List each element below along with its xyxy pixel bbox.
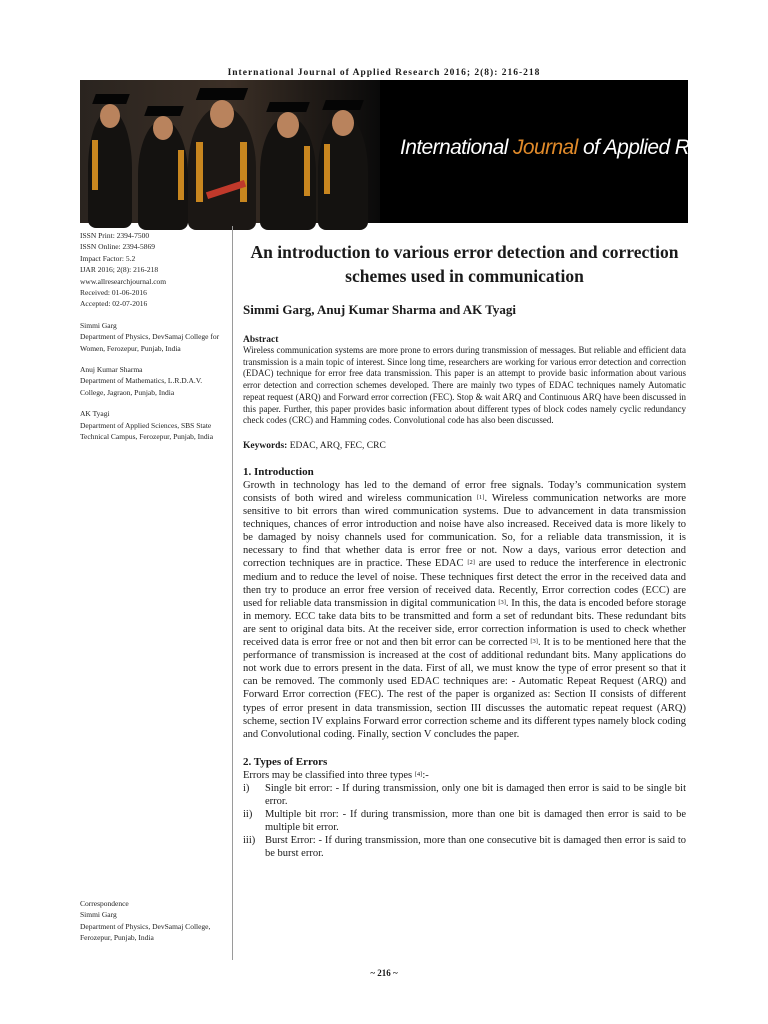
page-number: ~ 216 ~: [370, 968, 398, 978]
error-types-list: [243, 782, 686, 861]
journal-url[interactable]: www.allresearchjournal.com: [80, 276, 167, 286]
author-affiliation: Department of Applied Sciences, SBS State Technical Campus, Ferozepur, Punjab, India: [80, 420, 214, 442]
author-name: Simmi Garg: [80, 320, 117, 330]
types-lead: Errors may be classified into three types [4]:-: [243, 769, 429, 781]
author-name: AK Tyagi: [80, 409, 110, 419]
citation-ref[interactable]: [1]: [476, 494, 485, 502]
citation: IJAR 2016; 2(8): 216-218: [80, 265, 159, 275]
issn-online: ISSN Online: 2394-5869: [80, 242, 155, 252]
banner-title: International Journal of Applied Research: [400, 136, 760, 159]
journal-banner: [80, 80, 760, 223]
section-heading-introduction: 1. Introduction: [243, 465, 314, 478]
author-affiliation: Department of Mathematics, L.R.D.A.V. College, Jagraon, Punjab, India: [80, 376, 203, 397]
author-affiliation: Department of Physics, DevSamaj College for Women, Ferozepur, Punjab, India: [80, 332, 220, 353]
introduction-text: Growth in technology has led to the demand of error free signals. Today’s communication system consists of both wired and wireless communication [1]. Wireless communication networks are more sensitive to bit errors than wired communication systems. Due to advancement in data transmission techniques, chances of error introduction and noise have also increased. Received data is more likely to be damaged by noisy channels used for communication. So, for a reliable data transmission, it is necessary to find that whether data is error free or not. Now a days, various error detection and correction techniques are in practice. These EDAC [2] are used to reduce the interference in electronic medium and to reduce the level of noise. These techniques first detect the error in the received data and then try to produce an error free version of received data. Recently, Error correction codes (ECC) are used for reliable data transmission in digital communication [3]. In this, the data is encoded before storage in memory. ECC take data bits to be transmitted and form a set of redundant bits. These redundant bits are sent to original data bits. At the receiver side, error correction information is used to check whether received data is error free or not and then bit error can be corrected [3]. It is to be mentioned here that the performance of transmission is increased at the cost of additional redundant bits. Many applications do not work due to errors present in the data. First of all, we must know the type of error present so that it can be removed. The commonly used EDAC techniques are: - Automatic Repeat Request (ARQ) and Forward Error correction (FEC). The rest of the paper is organized as: Section II consists of different types of error present in data transmission, section III discusses the automatic repeat request (ARQ) scheme, section IV explains Forward error correction scheme and its different types namely block coding and Convolutional coding. Finally, section V concludes the paper.: [243, 479, 686, 740]
sidebar: [80, 230, 226, 443]
article-authors: Simmi Garg, Anuj Kumar Sharma and AK Tyagi: [243, 302, 517, 317]
citation-ref[interactable]: [4]: [414, 770, 423, 778]
column-divider: [232, 226, 233, 960]
banner-title-accent: Journal: [513, 136, 578, 159]
citation-ref[interactable]: [3]: [498, 598, 506, 606]
impact-factor: Impact Factor: 5.2: [80, 253, 136, 263]
list-item: i) Single bit error: - If during transmission, only one bit is damaged then error is said to be single bit error.: [243, 782, 686, 807]
graduates-photo: [80, 80, 380, 223]
correspondence-name: Simmi Garg: [80, 910, 117, 920]
citation-ref[interactable]: [2]: [467, 559, 475, 567]
list-item: ii) Multiple bit rror: - If during transmission, more than one bit is damaged then error is said to be multiple bit error.: [243, 808, 686, 834]
correspondence: [80, 898, 226, 944]
keywords: Keywords: EDAC, ARQ, FEC, CRC: [243, 440, 386, 451]
author-name: Anuj Kumar Sharma: [80, 365, 143, 375]
accepted-date: Accepted: 02-07-2016: [80, 299, 148, 309]
section-heading-types-of-errors: 2. Types of Errors: [243, 755, 328, 768]
article: [243, 240, 686, 860]
article-title: An introduction to various error detection and correction schemes used in communication: [250, 242, 679, 286]
received-date: Received: 01-06-2016: [80, 288, 147, 298]
citation-ref[interactable]: [3]: [530, 638, 538, 646]
abstract-heading: Abstract: [243, 335, 279, 345]
abstract-text: Wireless communication systems are more prone to errors during transmission of messages. But reliable and efficient data transmission is a main topic of interest. Since long time, researchers are working for various error detection and correction (EDAC) technique for error free data transmission. This paper is an attempt to provide basic information about various error detection and correction schemes developed. There are mainly two types of EDAC techniques namely Automatic repeat request (ARQ) and Forward error correction (FEC). Stop & wait ARQ and Continuous ARQ have been discussed in this paper. Further, this paper provides basic information about different types of block codes namely cyclic redundancy check codes (CRC) and Hamming codes. Convolutional code has also been discussed.: [243, 345, 686, 426]
correspondence-affiliation: Department of Physics, DevSamaj College, Ferozepur, Punjab, India: [80, 921, 211, 943]
correspondence-label: Correspondence: [80, 899, 129, 908]
list-item: iii) Burst Error: - If during transmission, more than one consecutive bit is damaged then error is said to be burst error.: [243, 835, 686, 860]
issn-print: ISSN Print: 2394-7500: [80, 231, 150, 240]
running-head: International Journal of Applied Research 2016; 2(8): 216-218: [227, 68, 541, 78]
